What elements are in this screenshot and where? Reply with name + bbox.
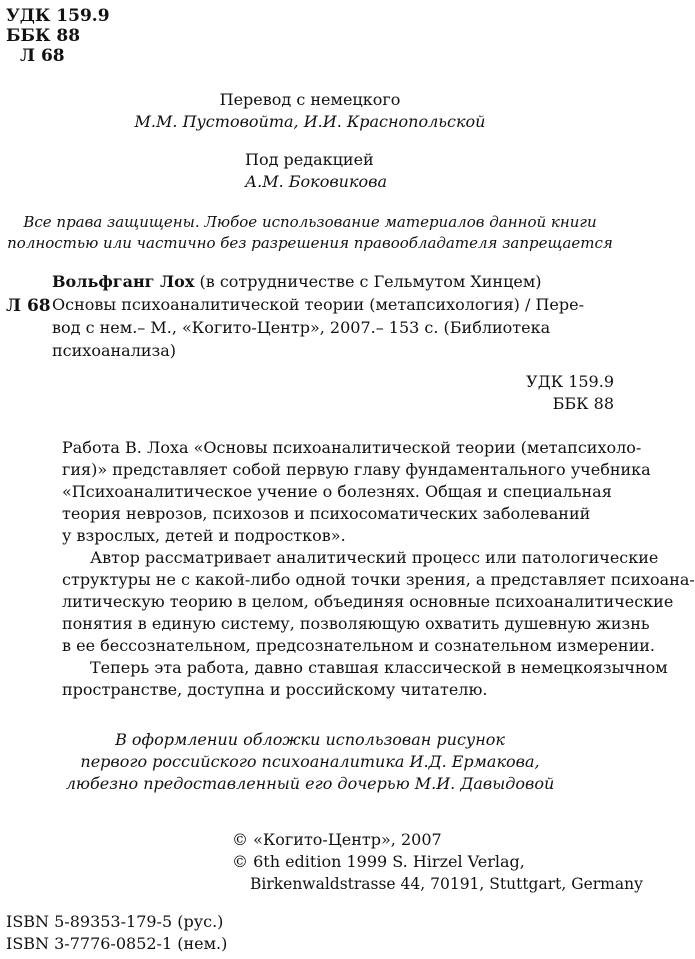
- bib-author: Вольфганг Лох: [52, 272, 195, 291]
- author-mark: Л 68: [20, 46, 65, 66]
- editing-title: Под редакцией: [245, 150, 374, 169]
- cover-note-line-3: любезно предоставленный его дочерью М.И. Давыдовой: [65, 774, 555, 793]
- rights-line-1: Все права защищены. Любое использование материалов данной книги: [23, 213, 597, 231]
- bib-author-mark: Л 68: [6, 296, 51, 316]
- bib-udk: УДК 159.9: [526, 372, 614, 391]
- bib-line-3: вод с нем.– М., «Когито-Центр», 2007.– 153 с. (Библиотека: [52, 318, 551, 337]
- annotation-p2-line-4: понятия в единую систему, позволяющую охватить душевную жизнь: [62, 614, 650, 633]
- copyright-line-1: © «Когито-Центр», 2007: [232, 830, 442, 849]
- translation-title: Перевод с немецкого: [219, 90, 401, 109]
- bib-line-4: психоанализа): [52, 341, 177, 360]
- cover-note-line-2: первого российского психоаналитика И.Д. Ермакова,: [80, 752, 540, 771]
- copyright-line-3: Birkenwaldstrasse 44, 70191, Stuttgart, Germany: [250, 875, 643, 893]
- bib-line-2: Основы психоаналитической теории (метапсихология) / Пере-: [52, 295, 585, 314]
- annotation-p1-line-5: у взрослых, детей и подростков».: [62, 526, 346, 545]
- rights-line-2: полностью или частично без разрешения правообладателя запрещается: [7, 234, 613, 252]
- udk-code: УДК 159.9: [6, 6, 110, 26]
- annotation-p2-line-5: в ее бессознательном, предсознательном и сознательном измерении.: [62, 636, 655, 655]
- annotation-p3-line-2: пространстве, доступна и российскому читателю.: [62, 680, 488, 699]
- isbn-ru: ISBN 5-89353-179-5 (рус.): [6, 912, 224, 931]
- bib-bbk: ББК 88: [552, 394, 614, 413]
- copyright-line-2: © 6th edition 1999 S. Hirzel Verlag,: [232, 852, 525, 871]
- bbk-code: ББК 88: [6, 26, 81, 46]
- cover-note-line-1: В оформлении обложки использован рисунок: [115, 730, 505, 749]
- annotation-p2-line-1: Автор рассматривает аналитический процесс или патологические: [90, 548, 659, 567]
- editor: А.М. Боковикова: [245, 172, 387, 191]
- bib-collaborator: (в сотрудничестве с Гельмутом Хинцем): [194, 272, 542, 291]
- bib-line-1: [52, 272, 542, 292]
- translators: М.М. Пустовойта, И.И. Краснопольской: [134, 112, 486, 131]
- annotation-p1-line-4: теория неврозов, психозов и психосоматических заболеваний: [62, 504, 591, 523]
- annotation-p2-line-2: структуры не с какой-либо одной точки зрения, а представляет психоана-: [62, 570, 695, 589]
- annotation-p1-line-3: «Психоаналитическое учение о болезнях. Общая и специальная: [62, 482, 612, 501]
- annotation-p3-line-1: Теперь эта работа, давно ставшая классической в немецкоязычном: [90, 658, 668, 677]
- annotation-p1-line-1: Работа В. Лоха «Основы психоаналитической теории (метапсихоло-: [62, 438, 642, 457]
- annotation-p1-line-2: гия)» представляет собой первую главу фундаментального учебника: [62, 460, 651, 479]
- annotation-p2-line-3: литическую теорию в целом, объединяя основные психоаналитические: [62, 592, 674, 611]
- isbn-de: ISBN 3-7776-0852-1 (нем.): [6, 934, 228, 953]
